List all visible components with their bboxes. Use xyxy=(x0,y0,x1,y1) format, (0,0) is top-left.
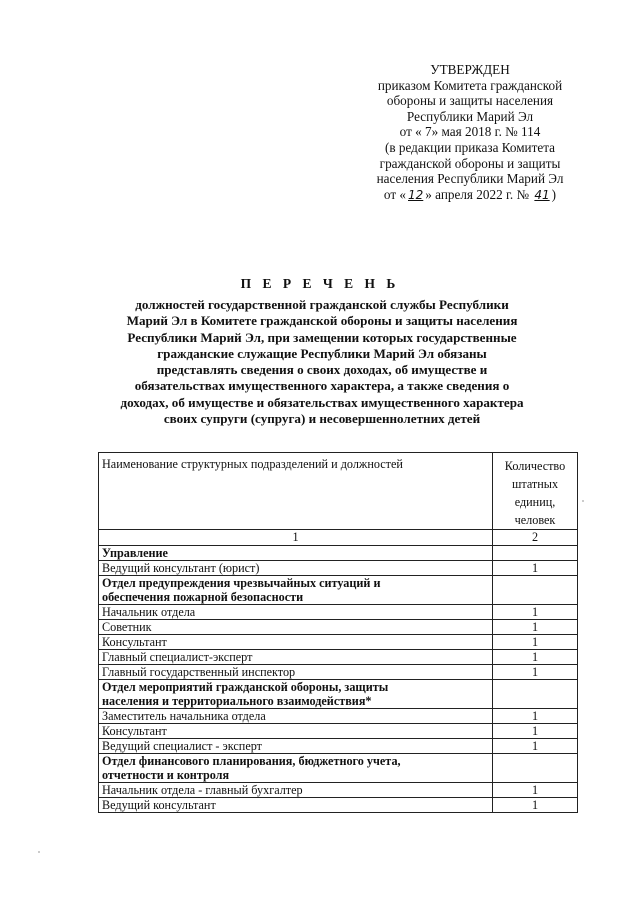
revision-middle: » апреля 2022 г. № xyxy=(425,186,530,202)
section-title xyxy=(99,680,493,709)
section-title xyxy=(99,576,493,605)
position-name: Консультант xyxy=(99,724,493,739)
position-count: 1 xyxy=(493,620,578,635)
header-count-line: Количество xyxy=(504,459,566,473)
subtitle-line: представлять сведения о своих доходах, об имуществе и xyxy=(156,362,488,378)
index-cell-1: 1 xyxy=(99,530,493,546)
section-title-line: обеспечения пожарной безопасности xyxy=(102,590,304,604)
header-count-line: человек xyxy=(514,513,556,527)
positions-table xyxy=(98,452,578,813)
table-row xyxy=(99,620,578,635)
position-count: 1 xyxy=(493,783,578,798)
scan-speck xyxy=(38,851,40,853)
table-row xyxy=(99,724,578,739)
approval-line: обороны и защиты населения xyxy=(386,93,554,109)
header-count-line: единиц, xyxy=(514,495,556,509)
table-header-row xyxy=(99,453,578,530)
section-title-line: населения и территориального взаимодействия* xyxy=(102,694,372,708)
position-count: 1 xyxy=(493,635,578,650)
position-name: Ведущий консультант xyxy=(99,798,493,813)
table-row xyxy=(99,650,578,665)
document-title: П Е Р Е Ч Е Н Ь xyxy=(240,276,400,291)
table-row xyxy=(99,665,578,680)
table-row xyxy=(99,709,578,724)
position-name: Главный специалист-эксперт xyxy=(99,650,493,665)
approval-heading: УТВЕРЖДЕН xyxy=(430,62,510,77)
header-count-cell xyxy=(493,453,578,530)
subtitle-line: доходах, об имуществе и обязательствах имущественного характера xyxy=(120,394,524,410)
subtitle-line: обязательствах имущественного характера, а также сведения о xyxy=(134,378,510,394)
section-title-line: Отдел предупреждения чрезвычайных ситуаций и xyxy=(102,576,381,590)
subtitle-line: Республики Марий Эл, при замещении которых государственные xyxy=(127,329,517,345)
section-row xyxy=(99,546,578,561)
approval-revision-date xyxy=(350,187,590,204)
position-name: Главный государственный инспектор xyxy=(99,665,493,680)
section-row xyxy=(99,680,578,709)
position-count: 1 xyxy=(493,709,578,724)
table-row xyxy=(99,798,578,813)
section-count-empty xyxy=(493,546,578,561)
approval-line: приказом Комитета гражданской xyxy=(377,77,563,93)
section-count-empty xyxy=(493,680,578,709)
section-title: Управление xyxy=(99,546,493,561)
revision-day-handwritten: 12 xyxy=(408,187,424,202)
approval-block xyxy=(350,62,590,203)
position-count: 1 xyxy=(493,739,578,754)
subtitle-line: Марий Эл в Комитете гражданской обороны и защиты населения xyxy=(126,313,518,329)
section-title xyxy=(99,754,493,783)
approval-line: населения Республики Марий Эл xyxy=(376,171,564,187)
position-count: 1 xyxy=(493,798,578,813)
section-count-empty xyxy=(493,576,578,605)
scan-speck xyxy=(582,500,584,502)
table-index-row xyxy=(99,530,578,546)
header-count-line: штатных xyxy=(511,477,559,491)
section-row xyxy=(99,754,578,783)
position-name: Советник xyxy=(99,620,493,635)
position-count: 1 xyxy=(493,650,578,665)
position-name: Начальник отдела - главный бухгалтер xyxy=(99,783,493,798)
subtitle-line: гражданские служащие Республики Марий Эл обязаны xyxy=(157,345,487,361)
revision-suffix: ) xyxy=(551,186,557,202)
document-subtitle xyxy=(100,297,544,427)
table-row xyxy=(99,561,578,576)
revision-number-handwritten: 41 xyxy=(534,187,550,202)
subtitle-line: должностей государственной гражданской службы Республики xyxy=(135,297,509,312)
approval-order-date: от « 7» мая 2018 г. № 114 xyxy=(399,124,541,140)
table-row xyxy=(99,783,578,798)
approval-line: (в редакции приказа Комитета xyxy=(384,139,556,155)
position-count: 1 xyxy=(493,665,578,680)
approval-line: гражданской обороны и защиты xyxy=(379,155,561,171)
position-name: Консультант xyxy=(99,635,493,650)
table-row xyxy=(99,635,578,650)
subtitle-line: своих супруги (супруга) и несовершеннолетних детей xyxy=(163,411,481,427)
table-row xyxy=(99,739,578,754)
position-count: 1 xyxy=(493,605,578,620)
header-name-cell: Наименование структурных подразделений и должностей xyxy=(99,453,493,530)
section-title-line: Отдел мероприятий гражданской обороны, защиты xyxy=(102,680,389,694)
position-count: 1 xyxy=(493,724,578,739)
section-row xyxy=(99,576,578,605)
position-name: Ведущий специалист - эксперт xyxy=(99,739,493,754)
position-name: Ведущий консультант (юрист) xyxy=(99,561,493,576)
revision-prefix: от « xyxy=(383,186,406,202)
approval-line: Республики Марий Эл xyxy=(406,108,534,124)
section-title-line: Отдел финансового планирования, бюджетного учета, xyxy=(102,754,401,768)
table-row xyxy=(99,605,578,620)
position-count: 1 xyxy=(493,561,578,576)
index-cell-2: 2 xyxy=(493,530,578,546)
section-title-line: отчетности и контроля xyxy=(102,768,230,782)
position-name: Начальник отдела xyxy=(99,605,493,620)
section-count-empty xyxy=(493,754,578,783)
position-name: Заместитель начальника отдела xyxy=(99,709,493,724)
